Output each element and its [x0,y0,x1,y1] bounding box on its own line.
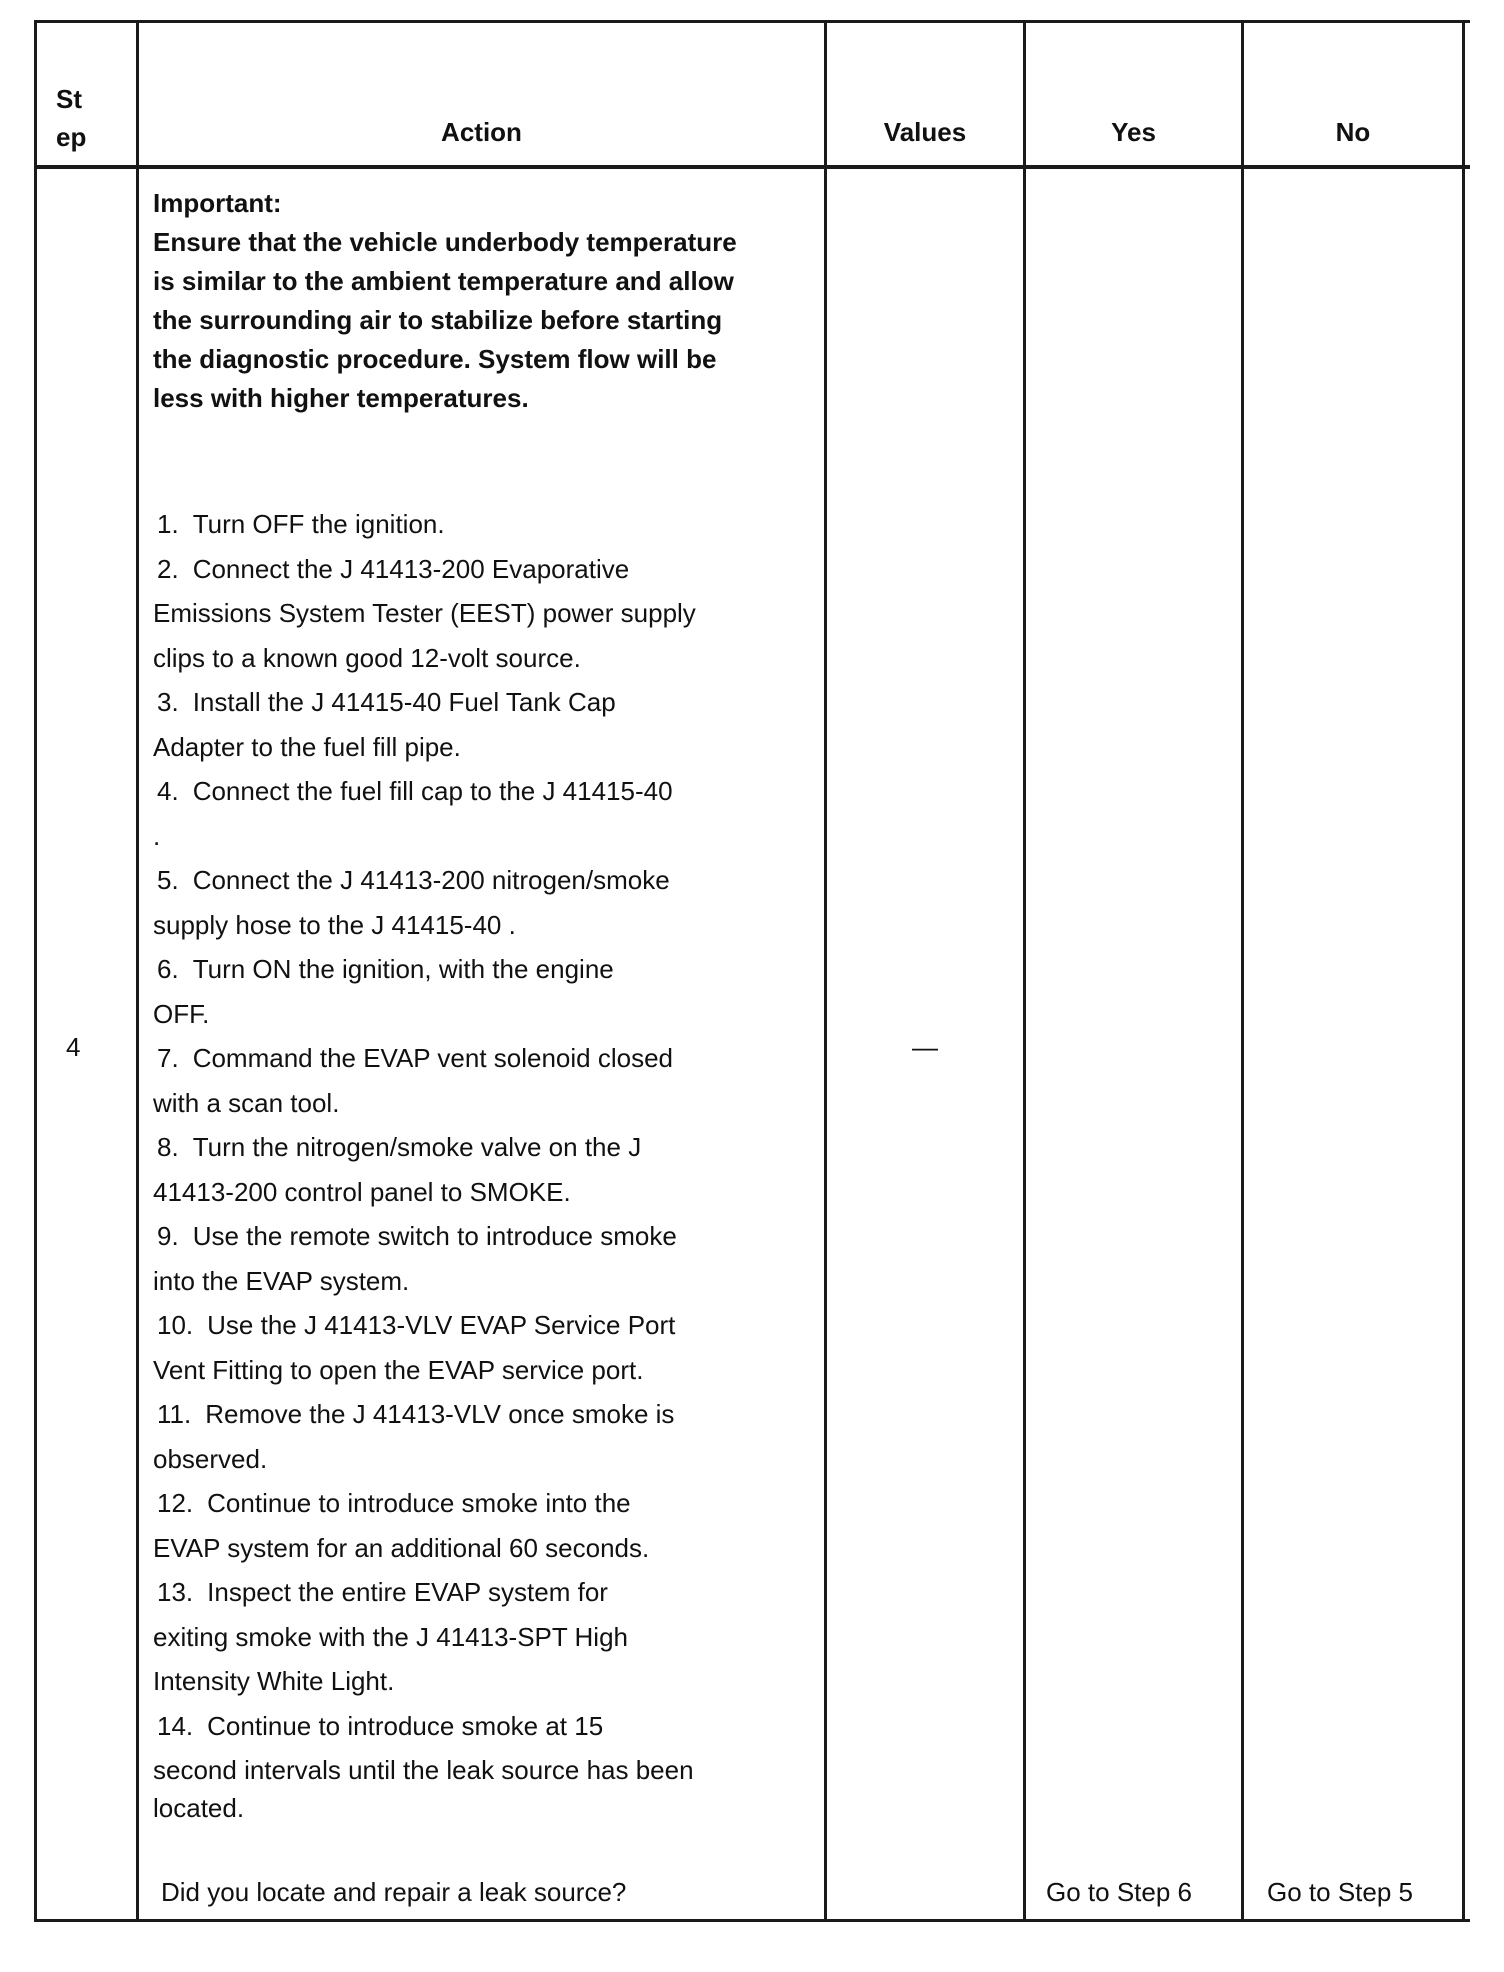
step-line: Adapter to the fuel fill pipe. [153,731,461,762]
step-num: 7. [157,1043,179,1073]
step-line: Use the J 41413-VLV EVAP Service Port [207,1310,676,1340]
yes-outcome: Go to Step 6 [1046,1877,1192,1907]
important-line-2: is similar to the ambient temperature and allow [153,266,734,296]
step-line: second intervals until the leak source has been [153,1755,694,1785]
step-line: Connect the fuel fill cap to the J 41415-40 [192,776,673,806]
step-line: Turn ON the ignition, with the engine [192,954,614,984]
procedure-step [153,680,793,769]
step-num: 4. [157,776,179,806]
step-num: 8. [157,1132,179,1162]
table-bottom-border [34,1919,1470,1922]
header-bottom-border [34,165,1470,169]
step-line: into the EVAP system. [153,1265,410,1296]
step-line: exiting smoke with the J 41413-SPT High [153,1621,628,1652]
procedure-step [153,1704,793,1823]
important-line-1: Ensure that the vehicle underbody temperature [153,227,737,257]
step-line: Connect the J 41413-200 Evaporative [192,553,630,584]
step-number: 4 [66,1032,81,1062]
header-yes: Yes [1111,117,1156,147]
procedure-step [153,1303,793,1392]
step-line: . [153,820,161,851]
step-line: EVAP system for an additional 60 seconds. [153,1532,650,1563]
step-line: Remove the J 41413-VLV once smoke is [205,1399,675,1429]
step-num: 13. [157,1577,194,1607]
col-border-yes-no [1241,20,1244,1922]
step-num: 6. [157,954,179,984]
question-text: Did you locate and repair a leak source? [161,1877,627,1907]
step-line: Inspect the entire EVAP system for [207,1577,608,1607]
procedure-step [153,502,793,547]
table-top-border [34,20,1470,23]
procedure-step [153,1392,793,1481]
procedure-step [153,1036,793,1125]
procedure-steps [153,502,793,1823]
step-num: 11. [157,1399,192,1429]
step-num: 2. [157,553,179,584]
header-step-line-1: St [56,84,82,114]
procedure-step [153,547,793,681]
step-line: observed. [153,1443,268,1474]
important-label: Important: [153,188,282,218]
values-dash: — [912,1032,938,1062]
step-num: 9. [157,1221,179,1251]
step-line: OFF. [153,998,210,1029]
procedure-step [153,858,793,947]
step-num: 3. [157,687,179,717]
no-outcome: Go to Step 5 [1267,1877,1413,1907]
step-line: Turn OFF the ignition. [192,509,445,539]
step-line: Continue to introduce smoke at 15 [207,1710,604,1741]
important-note [153,184,793,418]
step-line: Use the remote switch to introduce smoke [192,1221,677,1251]
step-line: supply hose to the J 41415-40 . [153,909,516,940]
header-action: Action [441,117,522,147]
header-no: No [1335,117,1371,147]
procedure-step [153,1214,793,1303]
step-num: 12. [157,1488,194,1518]
procedure-step [153,769,793,858]
step-num: 10. [157,1310,194,1340]
important-line-4: the diagnostic procedure. System flow will be [153,344,717,374]
col-border-step-action [136,20,139,1922]
procedure-step [153,1481,793,1570]
procedure-step [153,1570,793,1704]
step-num: 14. [157,1710,194,1741]
header-step [56,80,86,156]
procedure-step [153,947,793,1036]
step-line: Vent Fitting to open the EVAP service port. [153,1354,644,1385]
col-border-left [34,20,37,1922]
col-border-action-values [824,20,827,1922]
important-line-5: less with higher temperatures. [153,383,529,413]
step-num: 1. [157,509,179,539]
header-values: Values [883,117,967,147]
col-border-values-yes [1023,20,1026,1922]
header-step-line-2: ep [56,122,87,152]
step-line: Emissions System Tester (EEST) power supply [153,598,696,628]
step-line: Continue to introduce smoke into the [207,1488,631,1518]
step-line: Turn the nitrogen/smoke valve on the J [192,1132,642,1162]
step-num: 5. [157,865,179,895]
step-line: Connect the J 41413-200 nitrogen/smoke [192,865,670,895]
col-border-right [1462,20,1465,1922]
procedure-step [153,1125,793,1214]
step-line: clips to a known good 12-volt source. [153,642,581,673]
step-line: located. [153,1792,245,1823]
step-line: Command the EVAP vent solenoid closed [192,1043,674,1073]
step-line: with a scan tool. [153,1087,340,1118]
step-line: Intensity White Light. [153,1666,395,1696]
important-line-3: the surrounding air to stabilize before starting [153,305,723,335]
step-line: Install the J 41415-40 Fuel Tank Cap [192,687,616,717]
step-line: 41413-200 control panel to SMOKE. [153,1176,571,1207]
